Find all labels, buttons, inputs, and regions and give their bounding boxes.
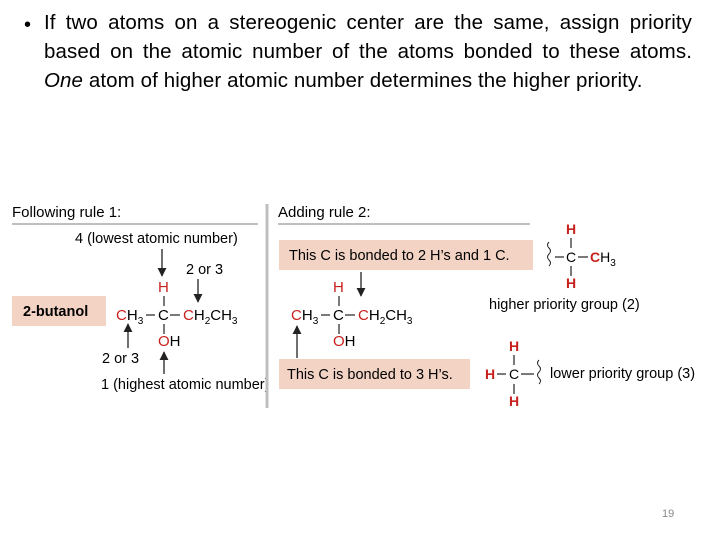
ch3-left: $CH_3$ — [116, 307, 144, 327]
bullet-text-part1: If two atoms on a stereogenic center are the same, assign priority based on the atomic number of the atoms bonded to these atoms. — [44, 11, 692, 63]
r-h-atom: H — [333, 279, 344, 296]
highest-label: 1 (highest atomic number) — [101, 377, 270, 393]
hp-ch3: $CH_3$ — [590, 249, 616, 269]
lp-h-left: H — [485, 366, 496, 382]
central-c: C — [158, 307, 169, 324]
lp-h-top: H — [509, 338, 520, 354]
wavy-bond-bottom — [538, 360, 541, 384]
bullet-text-emphasis: One — [44, 69, 84, 92]
oh-group: OH — [158, 333, 181, 350]
right-panel — [278, 204, 695, 409]
h-atom: H — [158, 279, 169, 296]
lp-h-bottom: H — [509, 393, 520, 409]
bottom-rank-label: 2 or 3 — [102, 351, 140, 367]
hp-h-bottom: H — [566, 275, 577, 291]
r-ch2ch3-group: $CH_2CH_3$ — [358, 307, 413, 327]
hp-h-top: H — [566, 221, 577, 237]
r-oh-group: OH — [333, 333, 356, 350]
lowest-label: 4 (lowest atomic number) — [75, 231, 238, 247]
r-central-c: C — [333, 307, 344, 324]
ch2ch3-group: $CH_2CH_3$ — [183, 307, 238, 327]
bottom-info-text: This C is bonded to 3 H’s. — [287, 367, 453, 383]
higher-priority-label: higher priority group (2) — [489, 297, 640, 313]
lower-priority-label: lower priority group (3) — [550, 366, 696, 382]
bullet-dot: • — [24, 14, 32, 36]
page-number: 19 — [662, 508, 675, 520]
lp-c: C — [509, 366, 520, 382]
top-rank-label: 2 or 3 — [186, 262, 224, 278]
left-panel — [12, 204, 269, 393]
bullet-text-part2: atom of higher atomic number determines the higher priority. — [83, 69, 643, 92]
top-info-text: This C is bonded to 2 H’s and 1 C. — [289, 248, 510, 264]
right-heading: Adding rule 2: — [278, 204, 371, 221]
wavy-bond-top — [548, 242, 551, 266]
compound-label: 2-butanol — [23, 304, 89, 320]
r-ch3-left: $CH_3$ — [291, 307, 319, 327]
hp-c: C — [566, 249, 577, 265]
left-heading: Following rule 1: — [12, 204, 122, 221]
